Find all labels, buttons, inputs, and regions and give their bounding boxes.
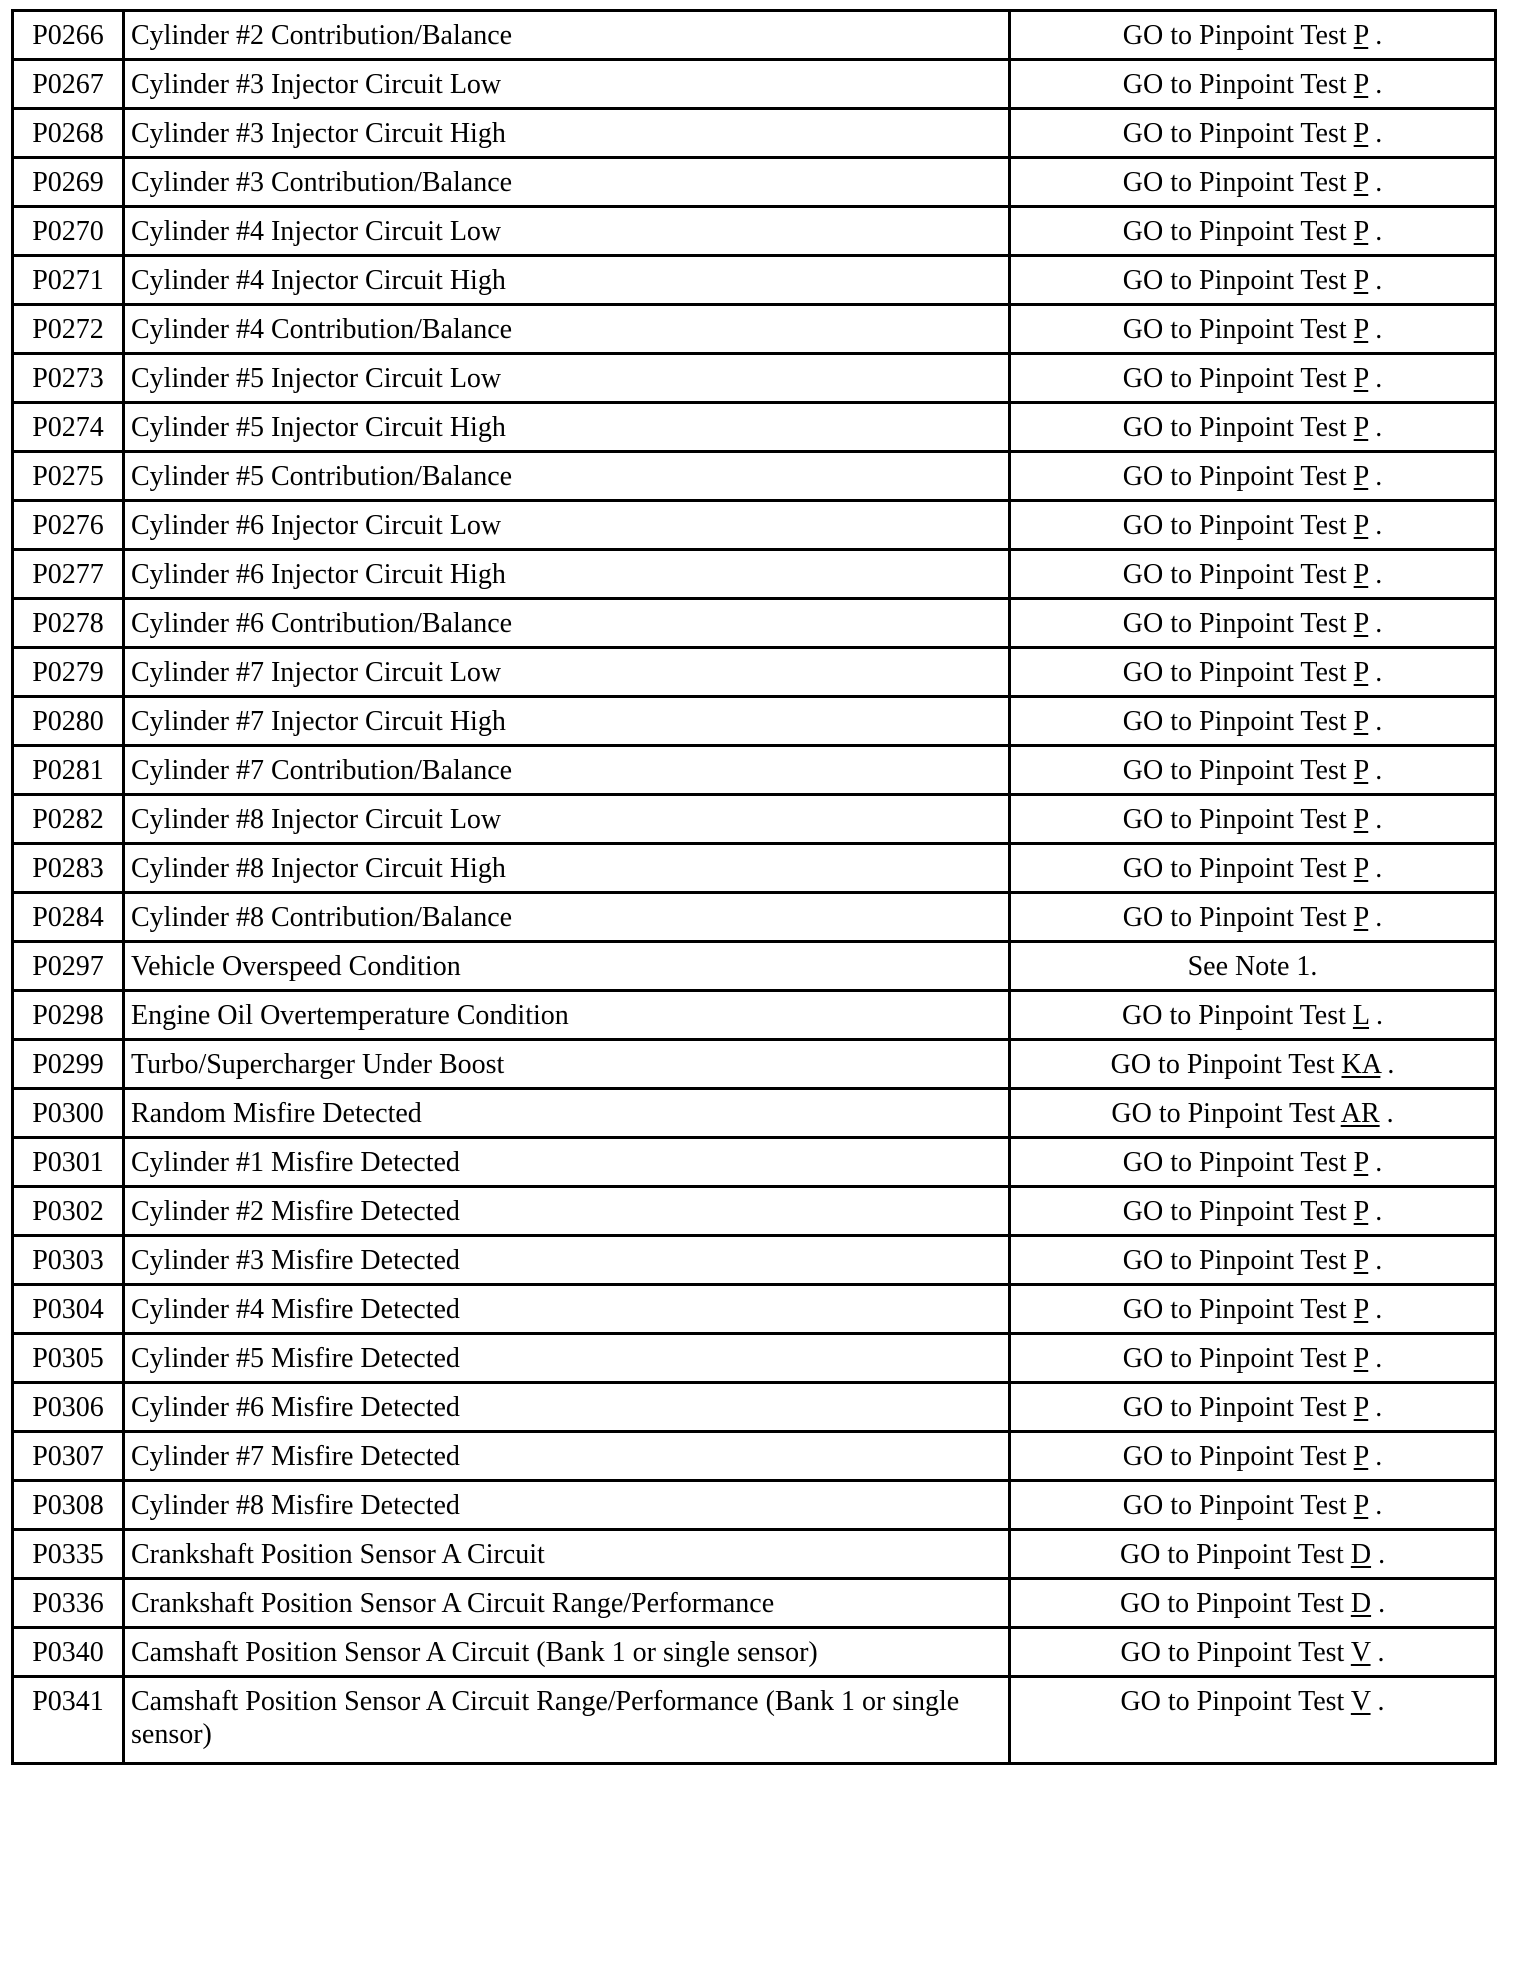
table-row [13,648,1496,697]
action-suffix: . [1368,167,1383,198]
dtc-action-cell [1010,403,1496,452]
action-text: GO to Pinpoint Test [1122,412,1354,443]
dtc-code-cell: P0279 [13,648,124,697]
dtc-code-cell: P0266 [13,11,124,60]
action-text: GO to Pinpoint Test [1122,1441,1354,1472]
pinpoint-test-link[interactable]: P [1353,1196,1369,1227]
dtc-action-cell [1010,60,1496,109]
dtc-description-cell: Turbo/Supercharger Under Boost [124,1040,1010,1089]
dtc-description-cell: Cylinder #7 Contribution/Balance [124,746,1010,795]
table-row [13,697,1496,746]
action-suffix: . [1368,69,1383,100]
table-row [13,1481,1496,1530]
dtc-code-cell: P0297 [13,942,124,991]
table-row [13,1383,1496,1432]
pinpoint-test-link[interactable]: P [1353,69,1369,100]
action-text: GO to Pinpoint Test [1122,804,1354,835]
dtc-action-cell [1010,1285,1496,1334]
dtc-code-cell: P0307 [13,1432,124,1481]
pinpoint-test-link[interactable]: P [1353,1490,1369,1521]
action-suffix: . [1370,1686,1385,1717]
pinpoint-test-link[interactable]: P [1353,1343,1369,1374]
table-row [13,158,1496,207]
action-text: GO to Pinpoint Test [1122,216,1354,247]
dtc-action-cell [1010,158,1496,207]
table-row [13,1432,1496,1481]
table-row [13,1040,1496,1089]
dtc-description-cell: Camshaft Position Sensor A Circuit (Bank 1 or single sensor) [124,1628,1010,1677]
dtc-action-cell [1010,893,1496,942]
dtc-action-cell [1010,550,1496,599]
action-text: GO to Pinpoint Test [1122,20,1354,51]
dtc-code-cell: P0282 [13,795,124,844]
dtc-description-cell: Cylinder #8 Injector Circuit High [124,844,1010,893]
dtc-action-cell [1010,1677,1496,1764]
action-text: See Note 1. [1187,951,1318,982]
table-row [13,1187,1496,1236]
table-row [13,844,1496,893]
action-text: GO to Pinpoint Test [1122,1294,1354,1325]
pinpoint-test-link[interactable]: P [1353,804,1369,835]
pinpoint-test-link[interactable]: P [1353,167,1369,198]
table-row [13,501,1496,550]
dtc-code-cell: P0340 [13,1628,124,1677]
dtc-action-cell [1010,1481,1496,1530]
pinpoint-test-link[interactable]: P [1353,510,1369,541]
pinpoint-test-link[interactable]: P [1353,1147,1369,1178]
table-row [13,207,1496,256]
action-suffix: . [1380,1049,1395,1080]
dtc-action-cell [1010,1383,1496,1432]
dtc-description-cell: Cylinder #4 Contribution/Balance [124,305,1010,354]
pinpoint-test-link[interactable]: P [1353,657,1369,688]
dtc-action-cell [1010,501,1496,550]
dtc-action-cell [1010,305,1496,354]
dtc-action-cell [1010,1628,1496,1677]
pinpoint-test-link[interactable]: P [1353,608,1369,639]
pinpoint-test-link[interactable]: P [1353,216,1369,247]
action-suffix: . [1368,1294,1383,1325]
pinpoint-test-link[interactable]: KA [1341,1049,1381,1080]
dtc-description-cell: Cylinder #6 Misfire Detected [124,1383,1010,1432]
dtc-description-cell: Crankshaft Position Sensor A Circuit [124,1530,1010,1579]
action-suffix: . [1368,265,1383,296]
dtc-description-cell: Crankshaft Position Sensor A Circuit Range/Performance [124,1579,1010,1628]
action-text: GO to Pinpoint Test [1122,1000,1353,1031]
action-text: GO to Pinpoint Test [1122,314,1354,345]
dtc-table [11,9,1497,1765]
dtc-code-cell: P0298 [13,991,124,1040]
action-text: GO to Pinpoint Test [1122,755,1354,786]
pinpoint-test-link[interactable]: P [1353,1294,1369,1325]
table-row [13,1236,1496,1285]
dtc-code-cell: P0278 [13,599,124,648]
dtc-description-cell: Cylinder #8 Injector Circuit Low [124,795,1010,844]
action-text: GO to Pinpoint Test [1122,167,1354,198]
table-row [13,1138,1496,1187]
dtc-description-cell: Cylinder #3 Injector Circuit High [124,109,1010,158]
table-row [13,305,1496,354]
action-suffix: . [1368,216,1383,247]
action-suffix: . [1368,1196,1383,1227]
action-suffix: . [1368,510,1383,541]
dtc-action-cell [1010,354,1496,403]
table-row [13,893,1496,942]
table-row [13,1089,1496,1138]
action-suffix: . [1368,804,1383,835]
dtc-description-cell: Cylinder #7 Misfire Detected [124,1432,1010,1481]
dtc-action-cell [1010,1579,1496,1628]
action-suffix: . [1368,755,1383,786]
action-text: GO to Pinpoint Test [1122,657,1354,688]
pinpoint-test-link[interactable]: D [1350,1539,1372,1570]
action-text: GO to Pinpoint Test [1122,706,1354,737]
dtc-description-cell: Vehicle Overspeed Condition [124,942,1010,991]
dtc-code-cell: P0277 [13,550,124,599]
dtc-code-cell: P0304 [13,1285,124,1334]
action-text: GO to Pinpoint Test [1122,1245,1354,1276]
action-text: GO to Pinpoint Test [1111,1098,1341,1129]
table-row [13,746,1496,795]
dtc-code-cell: P0306 [13,1383,124,1432]
pinpoint-test-link[interactable]: P [1353,412,1369,443]
dtc-description-cell: Random Misfire Detected [124,1089,1010,1138]
action-suffix: . [1368,608,1383,639]
action-text: GO to Pinpoint Test [1122,853,1354,884]
pinpoint-test-link[interactable]: V [1350,1686,1371,1717]
table-row [13,60,1496,109]
action-text: GO to Pinpoint Test [1122,510,1354,541]
dtc-code-cell: P0341 [13,1677,124,1764]
action-text: GO to Pinpoint Test [1122,1147,1354,1178]
dtc-action-cell [1010,256,1496,305]
action-suffix: . [1368,1343,1383,1374]
action-text: GO to Pinpoint Test [1122,118,1354,149]
dtc-code-cell: P0273 [13,354,124,403]
action-suffix: . [1379,1098,1394,1129]
dtc-description-cell: Cylinder #6 Injector Circuit Low [124,501,1010,550]
dtc-code-cell: P0301 [13,1138,124,1187]
dtc-code-cell: P0303 [13,1236,124,1285]
dtc-description-cell: Cylinder #7 Injector Circuit Low [124,648,1010,697]
dtc-description-cell: Cylinder #4 Injector Circuit Low [124,207,1010,256]
action-text: GO to Pinpoint Test [1120,1637,1351,1668]
table-row [13,452,1496,501]
dtc-code-cell: P0302 [13,1187,124,1236]
table-row [13,11,1496,60]
dtc-action-cell [1010,991,1496,1040]
dtc-code-cell: P0271 [13,256,124,305]
table-row [13,1334,1496,1383]
table-row [13,599,1496,648]
dtc-code-cell: P0280 [13,697,124,746]
action-text: GO to Pinpoint Test [1120,1686,1351,1717]
dtc-code-cell: P0283 [13,844,124,893]
table-row [13,1285,1496,1334]
pinpoint-test-link[interactable]: D [1350,1588,1372,1619]
pinpoint-test-link[interactable]: P [1353,363,1369,394]
dtc-description-cell: Cylinder #5 Misfire Detected [124,1334,1010,1383]
dtc-code-cell: P0336 [13,1579,124,1628]
dtc-description-cell: Cylinder #5 Contribution/Balance [124,452,1010,501]
dtc-description-cell: Cylinder #6 Contribution/Balance [124,599,1010,648]
action-text: GO to Pinpoint Test [1122,363,1354,394]
dtc-action-cell [1010,109,1496,158]
action-suffix: . [1368,363,1383,394]
action-text: GO to Pinpoint Test [1122,1392,1354,1423]
table-row [13,942,1496,991]
action-suffix: . [1368,853,1383,884]
table-row [13,256,1496,305]
action-text: GO to Pinpoint Test [1122,1343,1354,1374]
action-suffix: . [1368,706,1383,737]
dtc-action-cell [1010,648,1496,697]
table-row [13,1628,1496,1677]
dtc-code-cell: P0305 [13,1334,124,1383]
dtc-description-cell: Cylinder #4 Injector Circuit High [124,256,1010,305]
table-row [13,795,1496,844]
dtc-table-body [13,11,1496,1764]
action-text: GO to Pinpoint Test [1122,1490,1354,1521]
action-suffix: . [1368,118,1383,149]
action-suffix: . [1368,1392,1383,1423]
action-text: GO to Pinpoint Test [1122,902,1354,933]
pinpoint-test-link[interactable]: P [1353,706,1369,737]
dtc-code-cell: P0284 [13,893,124,942]
dtc-description-cell: Cylinder #4 Misfire Detected [124,1285,1010,1334]
action-suffix: . [1370,1637,1385,1668]
dtc-action-cell [1010,1138,1496,1187]
action-suffix: . [1368,1441,1383,1472]
dtc-description-cell: Cylinder #8 Contribution/Balance [124,893,1010,942]
action-suffix: . [1368,20,1383,51]
dtc-action-cell [1010,942,1496,991]
dtc-action-cell [1010,11,1496,60]
pinpoint-test-link[interactable]: P [1353,265,1369,296]
dtc-description-cell: Cylinder #3 Injector Circuit Low [124,60,1010,109]
pinpoint-test-link[interactable]: AR [1340,1098,1380,1129]
dtc-action-cell [1010,795,1496,844]
dtc-action-cell [1010,452,1496,501]
dtc-code-cell: P0275 [13,452,124,501]
dtc-action-cell [1010,1236,1496,1285]
dtc-description-cell: Cylinder #7 Injector Circuit High [124,697,1010,746]
action-suffix: . [1368,314,1383,345]
dtc-action-cell [1010,844,1496,893]
action-text: GO to Pinpoint Test [1122,1196,1354,1227]
action-suffix: . [1368,1245,1383,1276]
pinpoint-test-link[interactable]: P [1353,1392,1369,1423]
dtc-description-cell: Cylinder #5 Injector Circuit High [124,403,1010,452]
action-suffix: . [1371,1588,1386,1619]
pinpoint-test-link[interactable]: P [1353,755,1369,786]
dtc-action-cell [1010,599,1496,648]
dtc-code-cell: P0272 [13,305,124,354]
dtc-description-cell: Cylinder #8 Misfire Detected [124,1481,1010,1530]
action-text: GO to Pinpoint Test [1119,1588,1351,1619]
dtc-description-cell: Engine Oil Overtemperature Condition [124,991,1010,1040]
dtc-code-cell: P0270 [13,207,124,256]
action-text: GO to Pinpoint Test [1122,265,1354,296]
action-text: GO to Pinpoint Test [1122,461,1354,492]
action-text: GO to Pinpoint Test [1122,608,1354,639]
dtc-code-cell: P0268 [13,109,124,158]
dtc-action-cell [1010,1432,1496,1481]
action-suffix: . [1368,657,1383,688]
dtc-code-cell: P0267 [13,60,124,109]
action-text: GO to Pinpoint Test [1122,559,1354,590]
table-row [13,550,1496,599]
dtc-code-cell: P0335 [13,1530,124,1579]
dtc-description-cell: Camshaft Position Sensor A Circuit Range/Performance (Bank 1 or single sensor) [124,1677,1010,1764]
table-row [13,1530,1496,1579]
table-row [13,1677,1496,1764]
table-row [13,354,1496,403]
action-text: GO to Pinpoint Test [1110,1049,1342,1080]
pinpoint-test-link[interactable]: L [1352,1000,1369,1031]
action-suffix: . [1368,1490,1383,1521]
pinpoint-test-link[interactable]: P [1353,853,1369,884]
table-row [13,991,1496,1040]
dtc-action-cell [1010,1187,1496,1236]
table-row [13,403,1496,452]
dtc-code-cell: P0276 [13,501,124,550]
dtc-description-cell: Cylinder #2 Misfire Detected [124,1187,1010,1236]
table-row [13,109,1496,158]
dtc-description-cell: Cylinder #6 Injector Circuit High [124,550,1010,599]
action-suffix: . [1368,1000,1383,1031]
action-suffix: . [1368,902,1383,933]
dtc-description-cell: Cylinder #1 Misfire Detected [124,1138,1010,1187]
dtc-code-cell: P0274 [13,403,124,452]
pinpoint-test-link[interactable]: P [1353,461,1369,492]
pinpoint-test-link[interactable]: P [1353,314,1369,345]
action-suffix: . [1368,412,1383,443]
dtc-description-cell: Cylinder #3 Misfire Detected [124,1236,1010,1285]
pinpoint-test-link[interactable]: P [1353,1245,1369,1276]
dtc-code-cell: P0308 [13,1481,124,1530]
action-text: GO to Pinpoint Test [1119,1539,1351,1570]
dtc-code-cell: P0300 [13,1089,124,1138]
dtc-action-cell [1010,1040,1496,1089]
dtc-description-cell: Cylinder #2 Contribution/Balance [124,11,1010,60]
dtc-action-cell [1010,1334,1496,1383]
dtc-action-cell [1010,746,1496,795]
pinpoint-test-link[interactable]: P [1353,902,1369,933]
pinpoint-test-link[interactable]: P [1353,559,1369,590]
action-suffix: . [1368,461,1383,492]
dtc-action-cell [1010,1530,1496,1579]
dtc-description-cell: Cylinder #3 Contribution/Balance [124,158,1010,207]
pinpoint-test-link[interactable]: P [1353,1441,1369,1472]
dtc-action-cell [1010,207,1496,256]
dtc-action-cell [1010,697,1496,746]
dtc-code-cell: P0269 [13,158,124,207]
action-suffix: . [1371,1539,1386,1570]
action-suffix: . [1368,559,1383,590]
action-suffix: . [1368,1147,1383,1178]
dtc-code-cell: P0299 [13,1040,124,1089]
pinpoint-test-link[interactable]: P [1353,118,1369,149]
dtc-code-cell: P0281 [13,746,124,795]
action-text: GO to Pinpoint Test [1122,69,1354,100]
pinpoint-test-link[interactable]: P [1353,20,1369,51]
pinpoint-test-link[interactable]: V [1350,1637,1371,1668]
table-row [13,1579,1496,1628]
dtc-description-cell: Cylinder #5 Injector Circuit Low [124,354,1010,403]
dtc-action-cell [1010,1089,1496,1138]
